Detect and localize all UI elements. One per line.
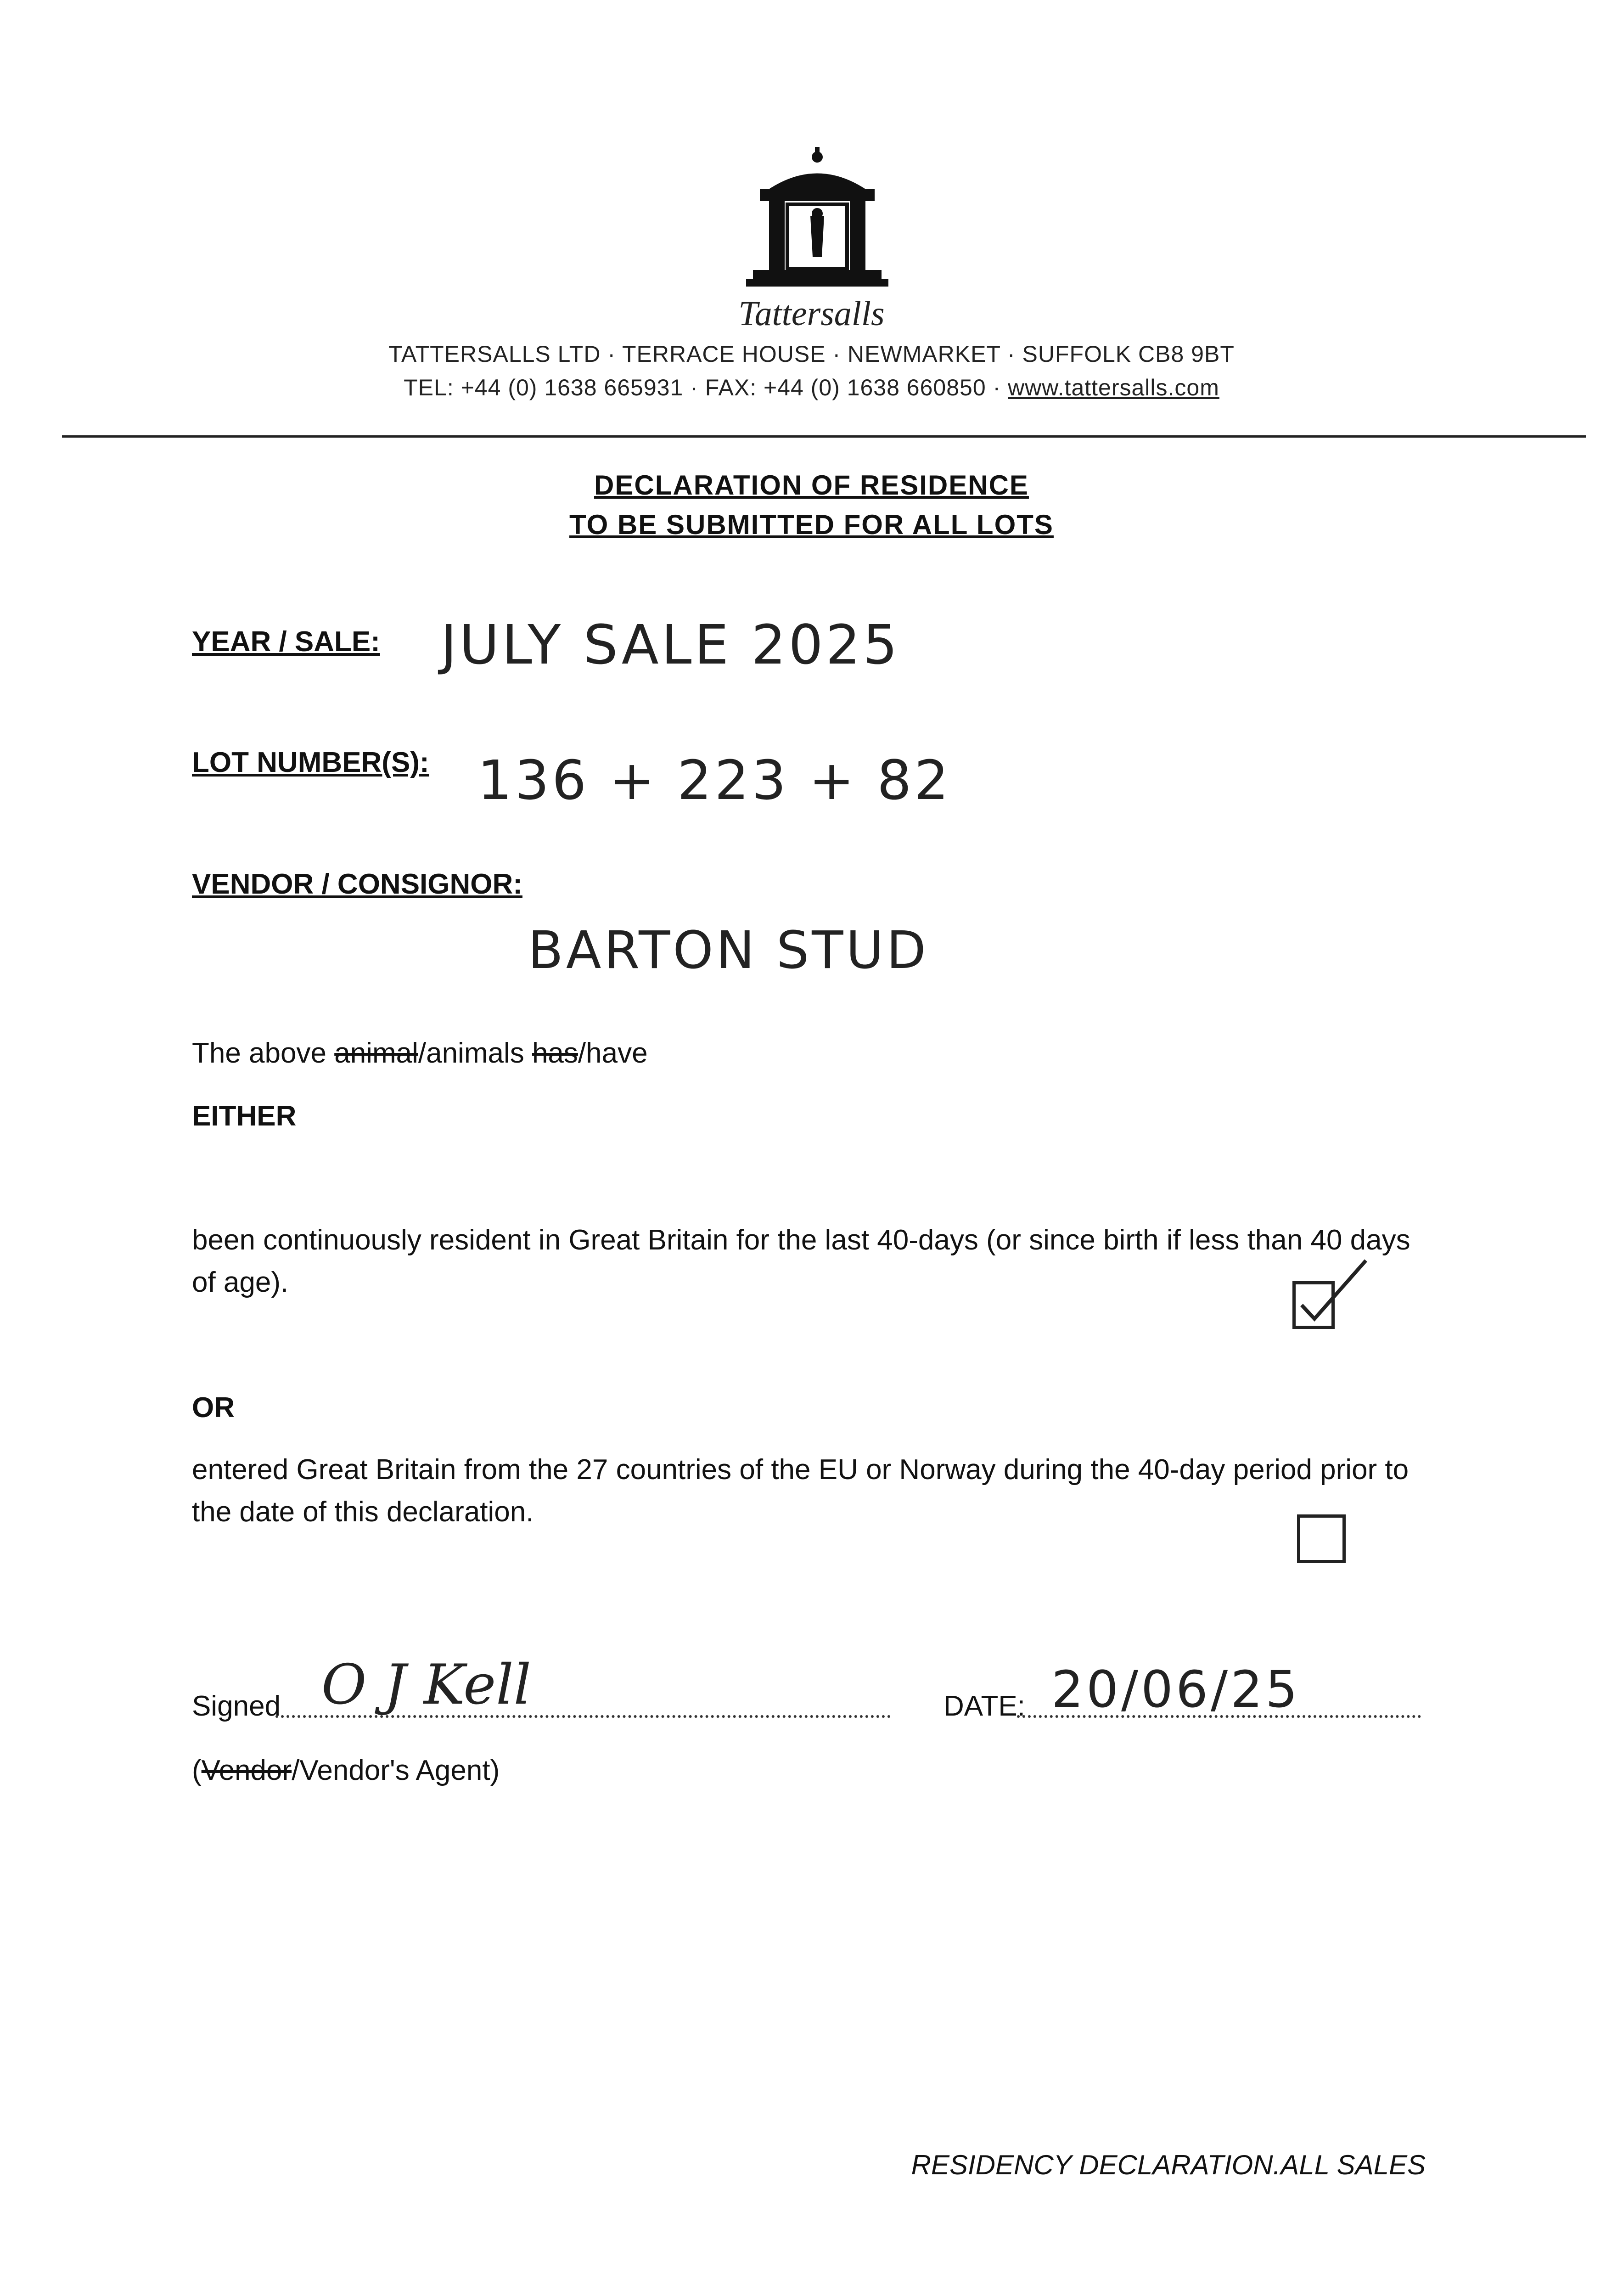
date-value: 20/06/25 [1051,1660,1301,1719]
website-link[interactable]: www.tattersalls.com [1008,375,1219,400]
signatory-role [192,1754,500,1787]
document-subtitle: TO BE SUBMITTED FOR ALL LOTS [569,509,1054,540]
lot-numbers-label: LOT NUMBER(S): [192,747,429,778]
role-open-paren: ( [192,1755,202,1786]
statement-suffix: /have [578,1037,648,1069]
tattersalls-logo-icon [741,147,893,303]
or-heading: OR [192,1392,235,1424]
struck-vendor: Vendor [201,1755,292,1786]
or-checkbox[interactable] [1297,1514,1346,1563]
vendor-label: VENDOR / CONSIGNOR: [192,868,522,900]
vendor-value: BARTON STUD [528,921,929,980]
address-line: TATTERSALLS LTD · TERRACE HOUSE · NEWMARKET · SUFFOLK CB8 9BT [388,341,1235,367]
either-heading: EITHER [192,1100,297,1132]
struck-has: has [532,1037,578,1069]
date-label: DATE: [943,1690,1025,1722]
brand-name: Tattersalls [738,294,885,333]
document-title: DECLARATION OF RESIDENCE [594,470,1029,501]
struck-animal: animal [334,1037,418,1069]
statement-line [192,1032,648,1075]
role-vendors-agent: /Vendor's Agent) [292,1755,500,1786]
or-text: entered Great Britain from the 27 countries of the EU or Norway during the 40-day period prior to the date of this declaration. [192,1454,1409,1528]
lot-numbers-value: 136 + 223 + 82 [477,748,952,812]
either-checkbox[interactable] [1292,1281,1335,1329]
check-mark-icon [1292,1257,1370,1326]
header-divider [62,435,1586,438]
contact-line [0,374,1623,401]
year-sale-label: YEAR / SALE: [192,626,380,658]
footer-reference: RESIDENCY DECLARATION.ALL SALES [911,2150,1426,2180]
signature-handwriting: O J Kell [321,1653,531,1717]
either-text: been continuously resident in Great Britain for the last 40-days (or since birth if less than 40 days of age). [192,1224,1410,1298]
statement-mid: /animals [418,1037,532,1069]
statement-prefix: The above [192,1037,335,1069]
year-sale-value: JULY SALE 2025 [441,613,900,676]
signed-label: Signed [192,1690,281,1722]
phone-fax: TEL: +44 (0) 1638 665931 · FAX: +44 (0) 1638 660850 · [404,375,1008,400]
